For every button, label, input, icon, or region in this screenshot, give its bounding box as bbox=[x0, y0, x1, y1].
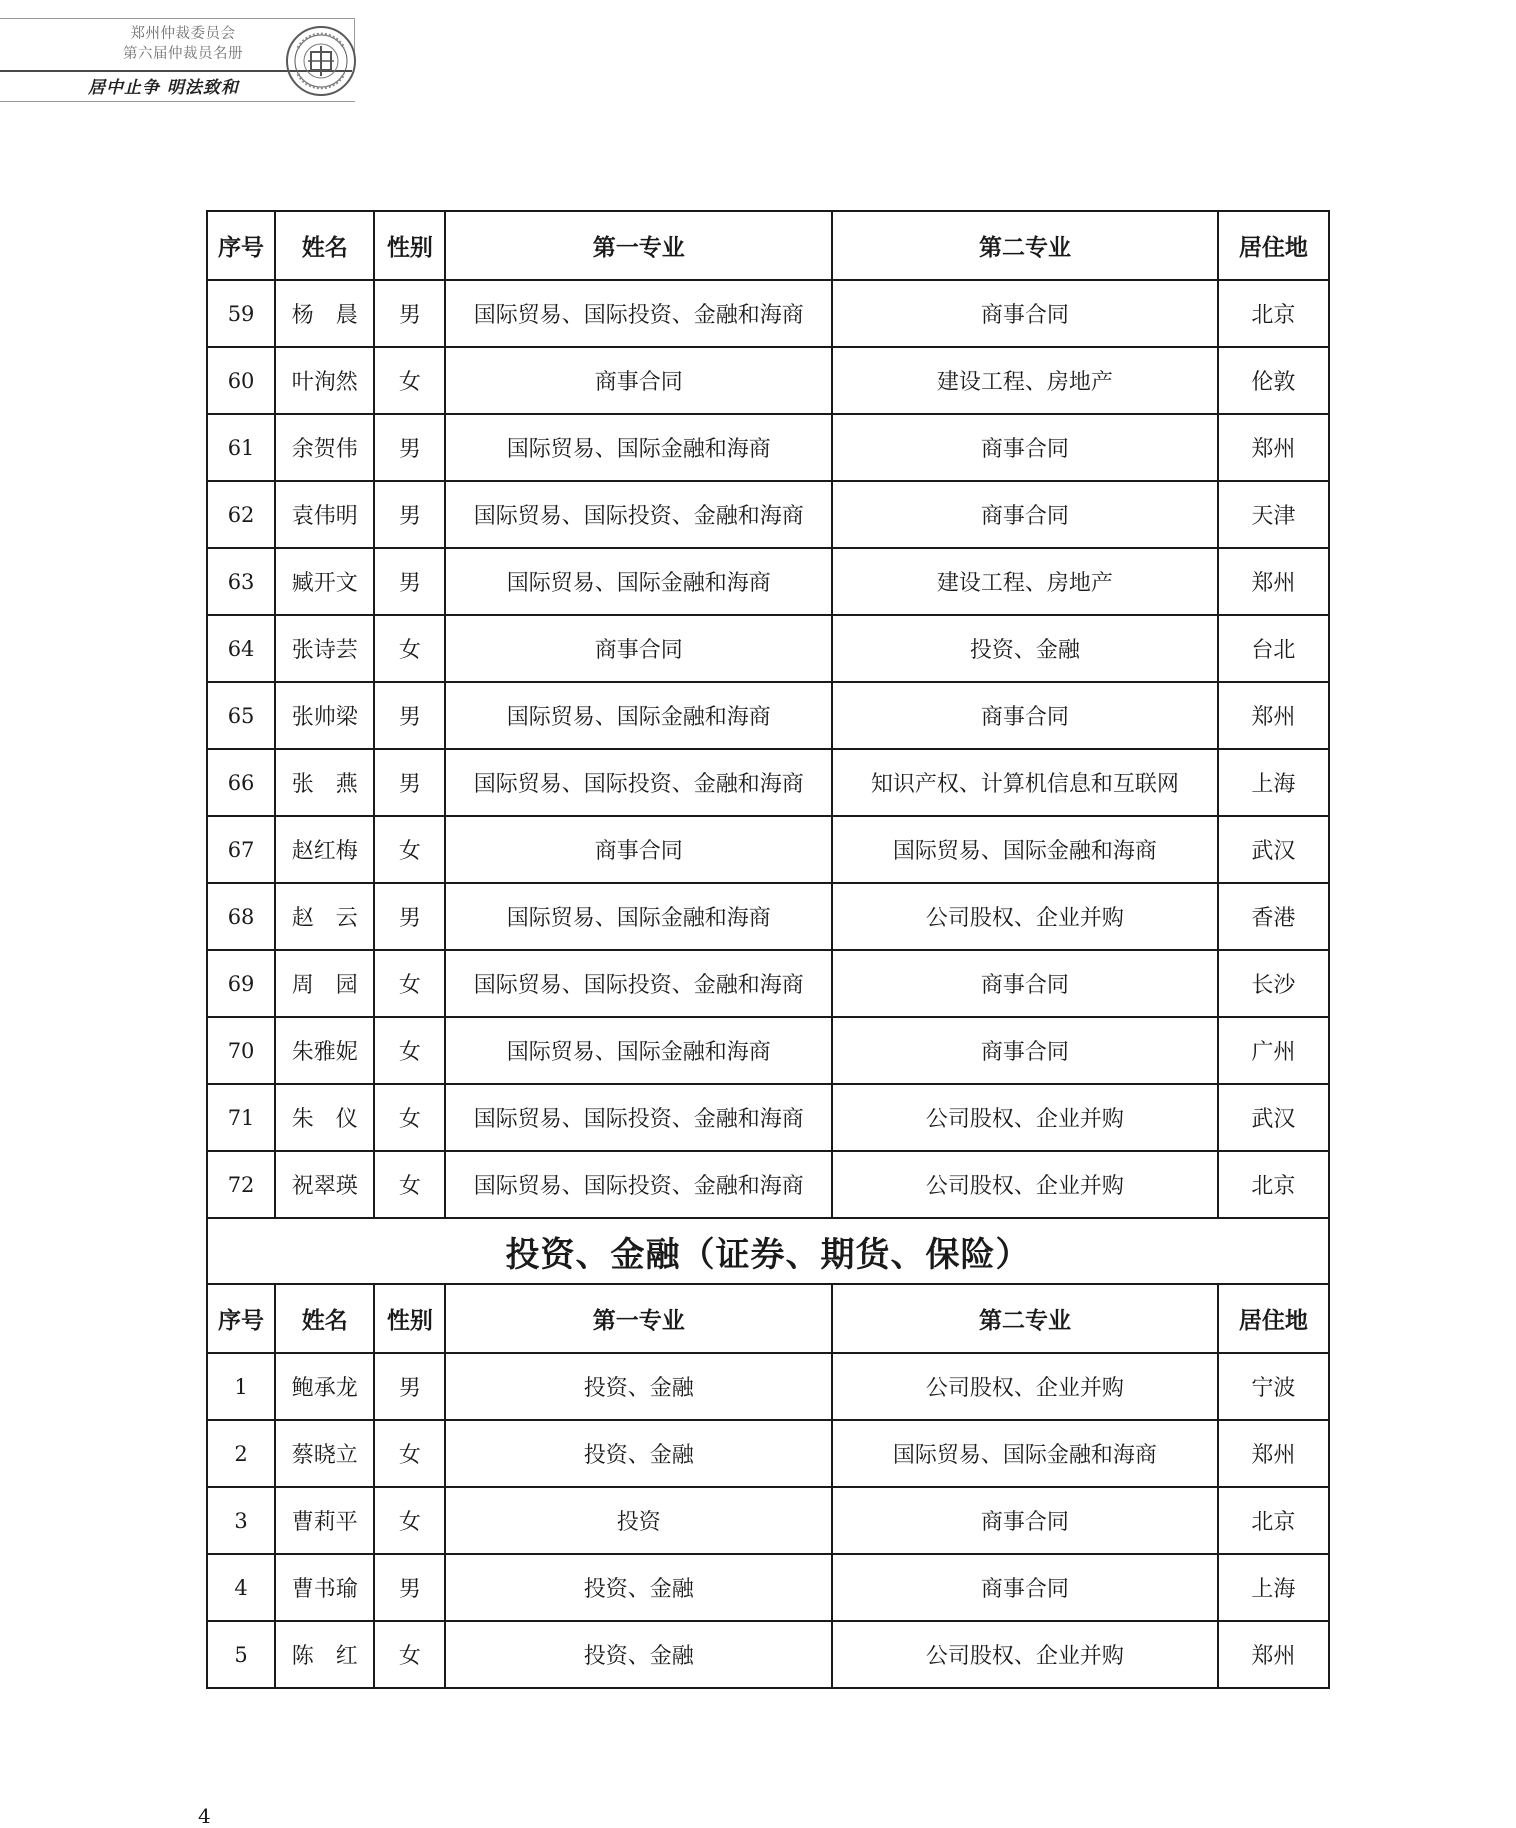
seal-icon bbox=[284, 24, 358, 98]
cell-no: 72 bbox=[207, 1151, 275, 1218]
table-row bbox=[207, 548, 1329, 615]
column-header-gender: 性别 bbox=[374, 1284, 445, 1353]
cell-first-specialty: 国际贸易、国际投资、金融和海商 bbox=[445, 749, 832, 816]
cell-gender: 男 bbox=[374, 1353, 445, 1420]
cell-first-specialty: 国际贸易、国际投资、金融和海商 bbox=[445, 1084, 832, 1151]
cell-no: 62 bbox=[207, 481, 275, 548]
cell-first-specialty: 国际贸易、国际金融和海商 bbox=[445, 548, 832, 615]
cell-no: 3 bbox=[207, 1487, 275, 1554]
column-header-second-specialty: 第二专业 bbox=[832, 211, 1218, 280]
cell-second-specialty: 商事合同 bbox=[832, 1017, 1218, 1084]
table-row bbox=[207, 749, 1329, 816]
cell-residence: 香港 bbox=[1218, 883, 1329, 950]
table-row bbox=[207, 1621, 1329, 1688]
cell-residence: 郑州 bbox=[1218, 682, 1329, 749]
table-header-row bbox=[207, 1284, 1329, 1353]
cell-name: 周 园 bbox=[275, 950, 374, 1017]
cell-residence: 长沙 bbox=[1218, 950, 1329, 1017]
table-row bbox=[207, 347, 1329, 414]
cell-name: 蔡晓立 bbox=[275, 1420, 374, 1487]
table-header-row bbox=[207, 211, 1329, 280]
table-row bbox=[207, 1084, 1329, 1151]
header-rule-bottom bbox=[0, 101, 355, 102]
cell-name: 袁伟明 bbox=[275, 481, 374, 548]
table-row bbox=[207, 1487, 1329, 1554]
cell-residence: 天津 bbox=[1218, 481, 1329, 548]
column-header-first-specialty: 第一专业 bbox=[445, 1284, 832, 1353]
cell-second-specialty: 公司股权、企业并购 bbox=[832, 1084, 1218, 1151]
cell-residence: 宁波 bbox=[1218, 1353, 1329, 1420]
cell-second-specialty: 知识产权、计算机信息和互联网 bbox=[832, 749, 1218, 816]
cell-no: 60 bbox=[207, 347, 275, 414]
cell-gender: 男 bbox=[374, 883, 445, 950]
table-row bbox=[207, 682, 1329, 749]
cell-name: 杨 晨 bbox=[275, 280, 374, 347]
column-header-gender: 性别 bbox=[374, 211, 445, 280]
cell-gender: 女 bbox=[374, 950, 445, 1017]
cell-first-specialty: 国际贸易、国际金融和海商 bbox=[445, 883, 832, 950]
cell-no: 61 bbox=[207, 414, 275, 481]
table-row bbox=[207, 883, 1329, 950]
cell-second-specialty: 公司股权、企业并购 bbox=[832, 883, 1218, 950]
cell-no: 67 bbox=[207, 816, 275, 883]
cell-residence: 武汉 bbox=[1218, 1084, 1329, 1151]
cell-name: 叶洵然 bbox=[275, 347, 374, 414]
section-title: 投资、金融（证券、期货、保险） bbox=[207, 1218, 1329, 1284]
cell-gender: 男 bbox=[374, 280, 445, 347]
cell-name: 朱 仪 bbox=[275, 1084, 374, 1151]
cell-second-specialty: 商事合同 bbox=[832, 682, 1218, 749]
cell-first-specialty: 国际贸易、国际金融和海商 bbox=[445, 414, 832, 481]
header-org bbox=[88, 24, 278, 64]
cell-first-specialty: 国际贸易、国际金融和海商 bbox=[445, 682, 832, 749]
cell-gender: 女 bbox=[374, 347, 445, 414]
cell-name: 祝翠瑛 bbox=[275, 1151, 374, 1218]
cell-first-specialty: 国际贸易、国际投资、金融和海商 bbox=[445, 1151, 832, 1218]
table-row bbox=[207, 280, 1329, 347]
table-row bbox=[207, 1420, 1329, 1487]
cell-name: 朱雅妮 bbox=[275, 1017, 374, 1084]
cell-second-specialty: 公司股权、企业并购 bbox=[832, 1151, 1218, 1218]
cell-residence: 广州 bbox=[1218, 1017, 1329, 1084]
header-org-name: 郑州仲裁委员会 bbox=[130, 26, 236, 42]
cell-no: 59 bbox=[207, 280, 275, 347]
cell-first-specialty: 国际贸易、国际投资、金融和海商 bbox=[445, 280, 832, 347]
column-header-first-specialty: 第一专业 bbox=[445, 211, 832, 280]
cell-second-specialty: 国际贸易、国际金融和海商 bbox=[832, 1420, 1218, 1487]
cell-no: 68 bbox=[207, 883, 275, 950]
cell-no: 1 bbox=[207, 1353, 275, 1420]
cell-name: 曹莉平 bbox=[275, 1487, 374, 1554]
cell-first-specialty: 投资、金融 bbox=[445, 1554, 832, 1621]
cell-first-specialty: 国际贸易、国际金融和海商 bbox=[445, 1017, 832, 1084]
cell-name: 张帅梁 bbox=[275, 682, 374, 749]
cell-gender: 女 bbox=[374, 1151, 445, 1218]
cell-first-specialty: 投资 bbox=[445, 1487, 832, 1554]
cell-first-specialty: 国际贸易、国际投资、金融和海商 bbox=[445, 950, 832, 1017]
cell-residence: 上海 bbox=[1218, 1554, 1329, 1621]
table-row bbox=[207, 1353, 1329, 1420]
cell-name: 张诗芸 bbox=[275, 615, 374, 682]
cell-no: 69 bbox=[207, 950, 275, 1017]
cell-gender: 男 bbox=[374, 682, 445, 749]
column-header-residence: 居住地 bbox=[1218, 211, 1329, 280]
cell-gender: 男 bbox=[374, 1554, 445, 1621]
cell-name: 曹书瑜 bbox=[275, 1554, 374, 1621]
column-header-second-specialty: 第二专业 bbox=[832, 1284, 1218, 1353]
cell-gender: 男 bbox=[374, 414, 445, 481]
table-row bbox=[207, 816, 1329, 883]
column-header-name: 姓名 bbox=[275, 211, 374, 280]
cell-gender: 男 bbox=[374, 481, 445, 548]
cell-no: 2 bbox=[207, 1420, 275, 1487]
cell-gender: 女 bbox=[374, 1621, 445, 1688]
cell-residence: 郑州 bbox=[1218, 414, 1329, 481]
cell-no: 63 bbox=[207, 548, 275, 615]
cell-no: 71 bbox=[207, 1084, 275, 1151]
cell-first-specialty: 国际贸易、国际投资、金融和海商 bbox=[445, 481, 832, 548]
cell-residence: 北京 bbox=[1218, 280, 1329, 347]
cell-no: 64 bbox=[207, 615, 275, 682]
cell-name: 臧开文 bbox=[275, 548, 374, 615]
table-row bbox=[207, 1151, 1329, 1218]
cell-second-specialty: 商事合同 bbox=[832, 481, 1218, 548]
cell-first-specialty: 投资、金融 bbox=[445, 1353, 832, 1420]
cell-no: 65 bbox=[207, 682, 275, 749]
cell-second-specialty: 商事合同 bbox=[832, 280, 1218, 347]
cell-no: 5 bbox=[207, 1621, 275, 1688]
cell-residence: 郑州 bbox=[1218, 1621, 1329, 1688]
cell-second-specialty: 商事合同 bbox=[832, 414, 1218, 481]
cell-residence: 北京 bbox=[1218, 1487, 1329, 1554]
cell-gender: 女 bbox=[374, 1420, 445, 1487]
cell-first-specialty: 商事合同 bbox=[445, 816, 832, 883]
cell-residence: 北京 bbox=[1218, 1151, 1329, 1218]
cell-residence: 伦敦 bbox=[1218, 347, 1329, 414]
cell-no: 70 bbox=[207, 1017, 275, 1084]
cell-gender: 女 bbox=[374, 615, 445, 682]
table-row bbox=[207, 481, 1329, 548]
cell-second-specialty: 投资、金融 bbox=[832, 615, 1218, 682]
cell-gender: 女 bbox=[374, 816, 445, 883]
cell-name: 陈 红 bbox=[275, 1621, 374, 1688]
cell-residence: 郑州 bbox=[1218, 1420, 1329, 1487]
header-motto: 居中止争 明法致和 bbox=[88, 78, 239, 98]
cell-no: 66 bbox=[207, 749, 275, 816]
cell-first-specialty: 商事合同 bbox=[445, 347, 832, 414]
cell-first-specialty: 投资、金融 bbox=[445, 1621, 832, 1688]
cell-name: 余贺伟 bbox=[275, 414, 374, 481]
cell-second-specialty: 公司股权、企业并购 bbox=[832, 1353, 1218, 1420]
cell-no: 4 bbox=[207, 1554, 275, 1621]
column-header-no: 序号 bbox=[207, 211, 275, 280]
cell-second-specialty: 国际贸易、国际金融和海商 bbox=[832, 816, 1218, 883]
cell-gender: 女 bbox=[374, 1017, 445, 1084]
column-header-no: 序号 bbox=[207, 1284, 275, 1353]
cell-gender: 男 bbox=[374, 749, 445, 816]
header-rule-top bbox=[0, 18, 355, 19]
header-roster-name: 第六届仲裁员名册 bbox=[123, 46, 243, 62]
cell-residence: 郑州 bbox=[1218, 548, 1329, 615]
table-row bbox=[207, 950, 1329, 1017]
cell-second-specialty: 商事合同 bbox=[832, 1554, 1218, 1621]
cell-name: 张 燕 bbox=[275, 749, 374, 816]
cell-second-specialty: 建设工程、房地产 bbox=[832, 347, 1218, 414]
cell-residence: 武汉 bbox=[1218, 816, 1329, 883]
cell-gender: 女 bbox=[374, 1487, 445, 1554]
cell-name: 赵红梅 bbox=[275, 816, 374, 883]
cell-name: 鲍承龙 bbox=[275, 1353, 374, 1420]
column-header-residence: 居住地 bbox=[1218, 1284, 1329, 1353]
cell-gender: 女 bbox=[374, 1084, 445, 1151]
cell-first-specialty: 商事合同 bbox=[445, 615, 832, 682]
table-row bbox=[207, 615, 1329, 682]
table-row bbox=[207, 414, 1329, 481]
section-title-row bbox=[207, 1218, 1329, 1284]
arbitrator-roster-table bbox=[206, 210, 1330, 1689]
cell-name: 赵 云 bbox=[275, 883, 374, 950]
table-row bbox=[207, 1554, 1329, 1621]
page-header bbox=[0, 0, 360, 108]
page-number: 4 bbox=[198, 1804, 211, 1828]
cell-first-specialty: 投资、金融 bbox=[445, 1420, 832, 1487]
cell-residence: 台北 bbox=[1218, 615, 1329, 682]
cell-second-specialty: 建设工程、房地产 bbox=[832, 548, 1218, 615]
cell-residence: 上海 bbox=[1218, 749, 1329, 816]
cell-second-specialty: 商事合同 bbox=[832, 950, 1218, 1017]
cell-second-specialty: 公司股权、企业并购 bbox=[832, 1621, 1218, 1688]
cell-second-specialty: 商事合同 bbox=[832, 1487, 1218, 1554]
column-header-name: 姓名 bbox=[275, 1284, 374, 1353]
cell-gender: 男 bbox=[374, 548, 445, 615]
table-row bbox=[207, 1017, 1329, 1084]
